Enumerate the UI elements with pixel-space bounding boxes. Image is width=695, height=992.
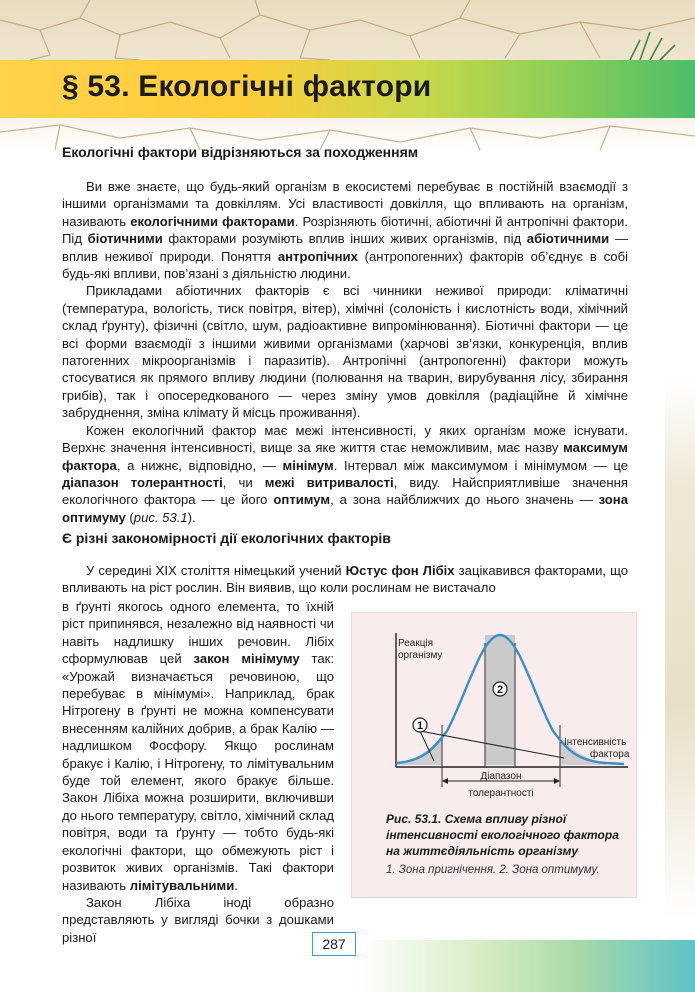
y-axis-label-line-2: організму [398,650,443,661]
section-heading-regularities: Є різні закономірності дії екологічних факторів [62,530,391,546]
paragraph: в ґрунті якогось одного елемента, то їхній ріст припинявся, незалежно від наявності чи навіть надлишку інших речовин. Лібіх сформулював цей закон мінімуму так: «Урожай визначається речовиною, що перебуває в мінімумі». Наприклад, брак Нітрогену в ґрунті не можна компенсувати внесенням калійних добрив, а брак Калію — надлишком Фосфору. Якщо рослинам бракує і Калію, і Нітрогену, то лімітувальним буде той елемент, якого бракує більше. Закон Лібіха можна розширити, включивши до нього температуру, світло, хімічний склад повітря, води та ґрунту — тобто будь-які екологічні фактори, що обмежують ріст і розвиток живих організмів. Такі фактори називають лімітувальними. [62,599,334,893]
section-heading-origin: Екологічні фактори відрізняються за походженням [62,144,419,160]
footer-band [358,940,695,992]
range-label-line-2: толерантності [468,788,534,799]
figure-caption-title: Рис. 53.1. Схема впливу різної інтенсивності екологічного фактора на життєдіяльність організму [386,812,619,858]
paragraph: Ви вже знаєте, що будь-який організм в екосистемі перебуває в постійній взаємодії з іншими організмами та довкіллям. Усі властивості довкілля, що впливають на організм, називають екологічними факторами. Розрізняють біотичні, абіотичні й антропічні фактори. Під біотичними факторами розуміють вплив інших живих організмів, під абіотичними — вплив неживої природи. Поняття антропічних (антропогенних) факторів об’єднує в собі будь-які впливи, пов’язані з діяльністю людини. [62,179,628,282]
x-axis-label-line-1: Інтенсивність [564,737,627,748]
side-texture [665,380,695,920]
figure-53-1 [351,612,637,898]
section-2-column-text [62,598,334,946]
arrow-head-left [442,778,448,784]
marker-2-label: 2 [496,684,504,696]
range-label-line-1: Діапазон [480,771,522,782]
section-2-intro [62,562,628,597]
x-axis-label-line-2: фактора [590,749,630,760]
figure-caption-subtitle: 1. Зона пригнічення. 2. Зона оптимуму. [386,864,600,876]
section-1-text [62,178,628,526]
y-axis-label-line-1: Реакція [398,638,434,649]
suppression-zone-left [396,737,442,765]
page-title: § 53. Екологічні фактори [62,70,432,103]
marker-1-label: 1 [416,720,424,732]
arrow-head-right [554,778,560,784]
paragraph: Кожен екологічний фактор має межі інтенсивності, у яких організм може існувати. Верхнє значення інтенсивності, вище за яке життя стає неможливим, має назву максимум фактора, а нижнє, відповідно, — мінімум. Інтервал між максимумом і мінімумом — це діапазон толерантності, чи межі витривалості, виду. Найсприятливіше значення екологічного фактора — це його оптимум, а зона найближчих до нього значень — зона оптимуму (рис. 53.1). [62,422,629,525]
paragraph: Прикладами абіотичних факторів є всі чинники неживої природи: кліматичні (температура, вологість, тиск повітря, вітер), хімічні (солоність і кислотність води, хімічний склад ґрунту), фізичні (світло, шум, радіоактивне випромінювання). Біотичні фактори — це всі форми взаємодії з іншими живими організмами (харчові зв’язки, конкуренція, вплив патогенних мікроорганізмів і паразитів). Антропічні (антропогенні) фактори можуть стосуватися як прямого впливу людини (полювання на тварин, вирубування лісу, збирання грибів), так і опосередкованого — через зміну умов довкілля (радіаційне й хімічне забруднення, зміна клімату й місць проживання). [62,283,628,421]
tolerance-diagram [352,613,636,813]
page-number: 287 [312,932,356,956]
paragraph: Закон Лібіха іноді образно представляють у вигляді бочки з дошками різної [62,894,334,945]
paragraph: У середині XIX століття німецький учений Юстус фон Лібіх зацікавився факторами, що впливають на ріст рослин. Він виявив, що коли рослинам не вистачало [62,563,628,596]
